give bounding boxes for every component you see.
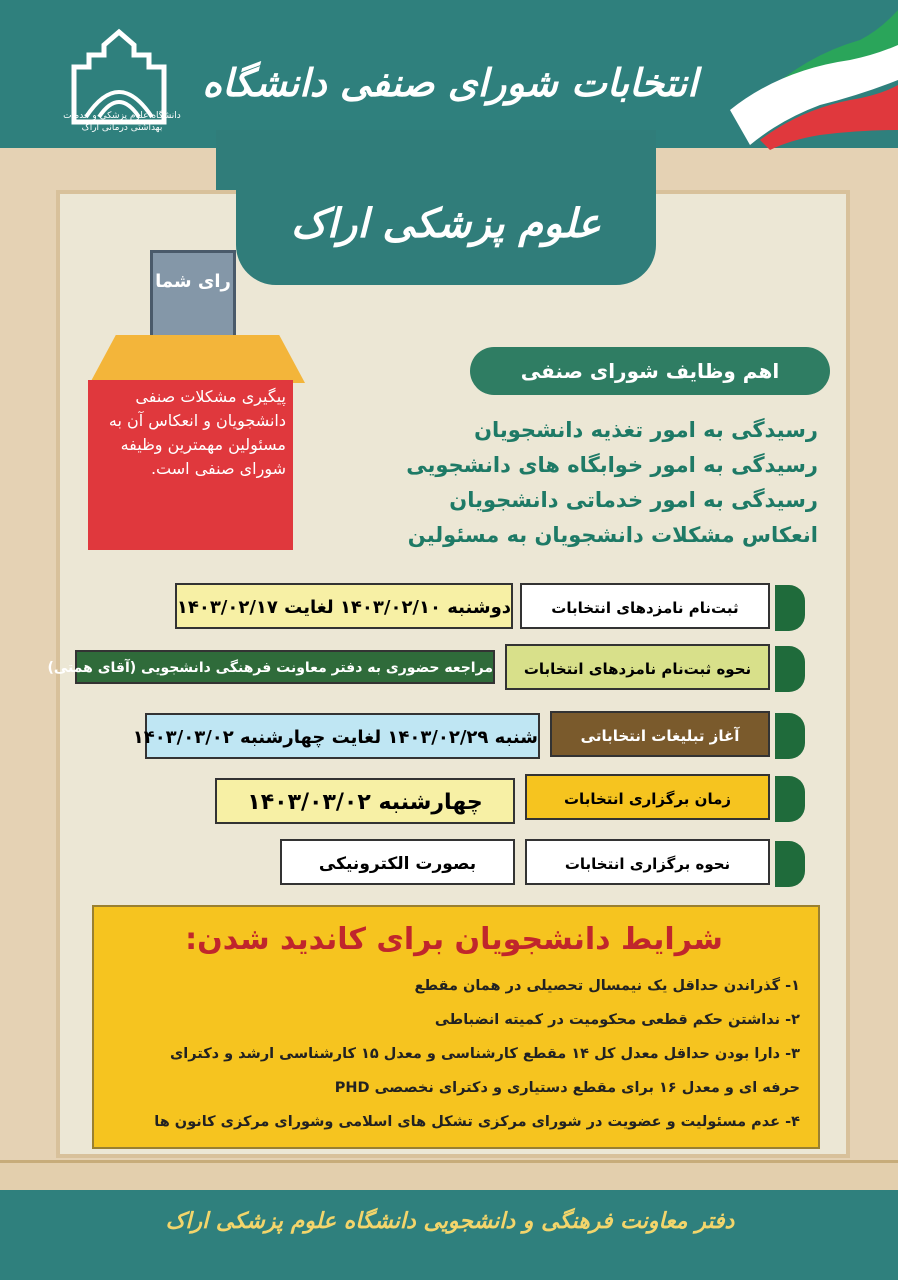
- schedule-label: نحوه ثبت‌نام نامزدهای انتخابات: [505, 644, 770, 690]
- schedule-value: مراجعه حضوری به دفتر معاونت فرهنگی دانشجویی (آقای همتی): [75, 650, 495, 684]
- footer-text: دفتر معاونت فرهنگی و دانشجویی دانشگاه علوم پزشکی اراک: [165, 1208, 735, 1234]
- row-marker: [775, 585, 805, 631]
- schedule-value: دوشنبه ۱۴۰۳/۰۲/۱۰ لغایت ۱۴۰۳/۰۲/۱۷: [175, 583, 513, 629]
- condition-item: ۲- نداشتن حکم قطعی محکومیت در کمیته انضباطی: [434, 1012, 800, 1028]
- footer-band: [0, 1190, 898, 1280]
- schedule-label: نحوه برگزاری انتخابات: [525, 839, 770, 885]
- duty-item: رسیدگی به امور تغذیه دانشجویان: [474, 418, 818, 442]
- title-line-1: انتخابات شورای صنفی دانشگاه: [202, 60, 698, 105]
- schedule-label: آغاز تبلیغات انتخاباتی: [550, 711, 770, 757]
- row-marker: [775, 841, 805, 887]
- footer-ornament-strip: [0, 1160, 898, 1193]
- duties-title: اهم وظایف شورای صنفی: [470, 347, 830, 395]
- iran-flag-icon: [700, 0, 898, 150]
- condition-item: ۳- دارا بودن حداقل معدل کل ۱۴ مقطع کارشناسی و معدل ۱۵ کارشناسی ارشد و دکترای: [170, 1046, 800, 1062]
- schedule-value: شنبه ۱۴۰۳/۰۲/۲۹ لغایت چهارشنبه ۱۴۰۳/۰۳/۰۲: [145, 713, 540, 759]
- row-marker: [775, 776, 805, 822]
- duty-item: رسیدگی به امور خوابگاه های دانشجویی: [406, 453, 818, 477]
- ballot-box-text: پیگیری مشکلات صنفی دانشجویان و انعکاس آن به مسئولین مهمترین وظیفه شورای صنفی است.: [108, 387, 286, 478]
- ballot-box-lid: [90, 335, 305, 383]
- title-line-2: علوم پزشکی اراک: [291, 200, 601, 247]
- logo-caption: دانشگاه علوم پزشکی و خدمات بهداشتی درمانی اراک: [63, 111, 181, 133]
- condition-item: ۱- گذراندن حداقل یک نیمسال تحصیلی در همان مقطع: [414, 978, 800, 994]
- schedule-label: ثبت‌نام نامزدهای انتخابات: [520, 583, 770, 629]
- duty-item: رسیدگی به امور خدماتی دانشجویان: [449, 488, 818, 512]
- schedule-value: چهارشنبه ۱۴۰۳/۰۳/۰۲: [215, 778, 515, 824]
- schedule-label: زمان برگزاری انتخابات: [525, 774, 770, 820]
- conditions-title: شرایط دانشجویان برای کاندید شدن:: [185, 922, 723, 957]
- row-marker: [775, 713, 805, 759]
- condition-item: حرفه ای و معدل ۱۶ برای مقطع دستیاری و دکترای نخصصی PHD: [334, 1080, 800, 1096]
- duty-item: انعکاس مشکلات دانشجویان به مسئولین: [407, 523, 818, 547]
- schedule-value: بصورت الکترونیکی: [280, 839, 515, 885]
- condition-item: ۴- عدم مسئولیت و عضویت در شورای مرکزی تشکل های اسلامی وشورای مرکزی کانون ها: [154, 1114, 800, 1130]
- ballot-paper-label: رای شما: [155, 271, 231, 292]
- row-marker: [775, 646, 805, 692]
